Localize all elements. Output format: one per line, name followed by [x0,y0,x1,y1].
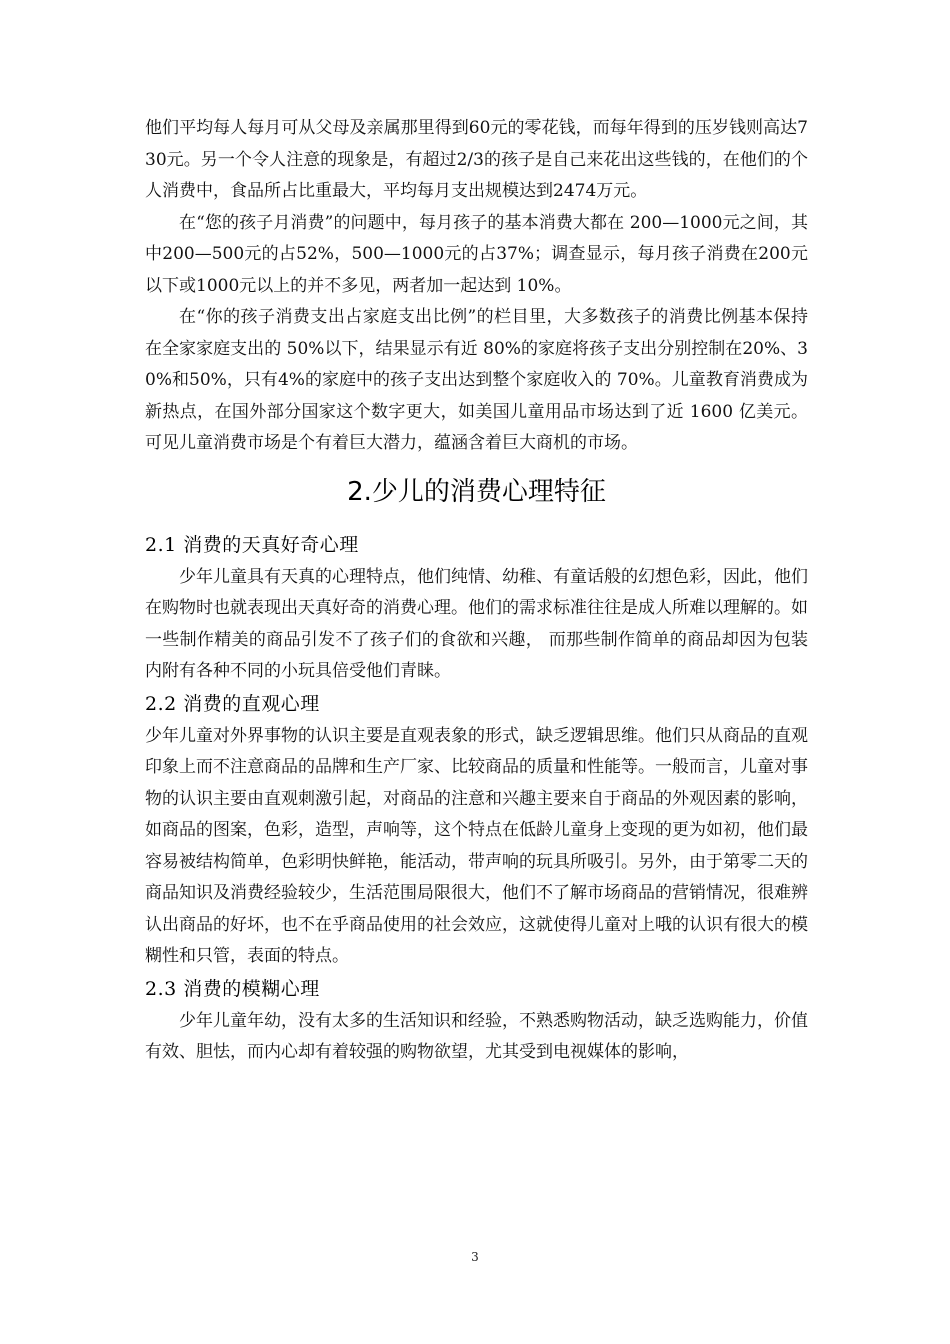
subsection-title-2-2: 2.2 消费的直观心理 [145,692,320,715]
intro-paragraph-1: 他们平均每人每月可从父母及亲属那里得到60元的零花钱，而每年得到的压岁钱则高达730元。另一个令人注意的现象是，有超过2/3的孩子是自己来花出这些钱的，在他们的个人消费中，食品所占比重最大，平均每月支出规模达到2474万元。 [145,118,808,201]
document-page [145,113,808,1069]
subsection-title-2-3: 2.3 消费的模糊心理 [145,977,320,1000]
subsection-body-2-1: 少年儿童具有天真的心理特点，他们纯情、幼稚、有童话般的幻想色彩，因此，他们在购物时也就表现出天真好奇的消费心理。他们的需求标准往往是成人所难以理解的。如一些制作精美的商品引发不了孩子们的食欲和兴趣， 而那些制作简单的商品却因为包装内附有各种不同的小玩具倍受他们青睐。 [145,566,808,681]
subsection-body-2-2: 少年儿童对外界事物的认识主要是直观表象的形式，缺乏逻辑思维。他们只从商品的直观印象上而不注意商品的品牌和生产厂家、比较商品的质量和性能等。一般而言，儿童对事物的认识主要由直观刺激引起，对商品的注意和兴趣主要来自于商品的外观因素的影响，如商品的图案，色彩，造型，声响等，这个特点在低龄儿童身上变现的更为如初，他们最容易被结构简单，色彩明快鲜艳，能活动，带声响的玩具所吸引。另外，由于第零二天的商品知识及消费经验较少，生活范围局限很大，他们不了解市场商品的营销情况，很难辨认出商品的好坏，也不在乎商品使用的社会效应，这就使得儿童对上哦的认识有很大的模糊性和只管，表面的特点。 [145,725,808,966]
subsection-body-2-3: 少年儿童年幼，没有太多的生活知识和经验，不熟悉购物活动，缺乏选购能力，价值有效、胆怯，而内心却有着较强的购物欲望，尤其受到电视媒体的影响， [145,1010,808,1062]
page-number: 3 [471,1250,479,1264]
intro-paragraph-2: 在“您的孩子月消费”的问题中，每月孩子的基本消费大都在 200—1000元之间，其中200—500元的占52%，500—1000元的占37%；调查显示，每月孩子消费在200元以下或1000元以上的并不多见，两者加一起达到 10%。 [145,212,808,296]
section-title: 2.少儿的消费心理特征 [347,476,606,507]
subsection-title-2-1: 2.1 消费的天真好奇心理 [145,533,359,556]
intro-paragraph-3: 在“你的孩子消费支出占家庭支出比例”的栏目里，大多数孩子的消费比例基本保持在全家家庭支出的 50%以下，结果显示有近 80%的家庭将孩子支出分别控制在20%、30%和50%，只有4%的家庭中的孩子支出达到整个家庭收入的 70%。儿童教育消费成为新热点，在国外部分国家这个数字更大，如美国儿童用品市场达到了近 1600 亿美元。可见儿童消费市场是个有着巨大潜力，蕴涵含着巨大商机的市场。 [145,307,808,453]
